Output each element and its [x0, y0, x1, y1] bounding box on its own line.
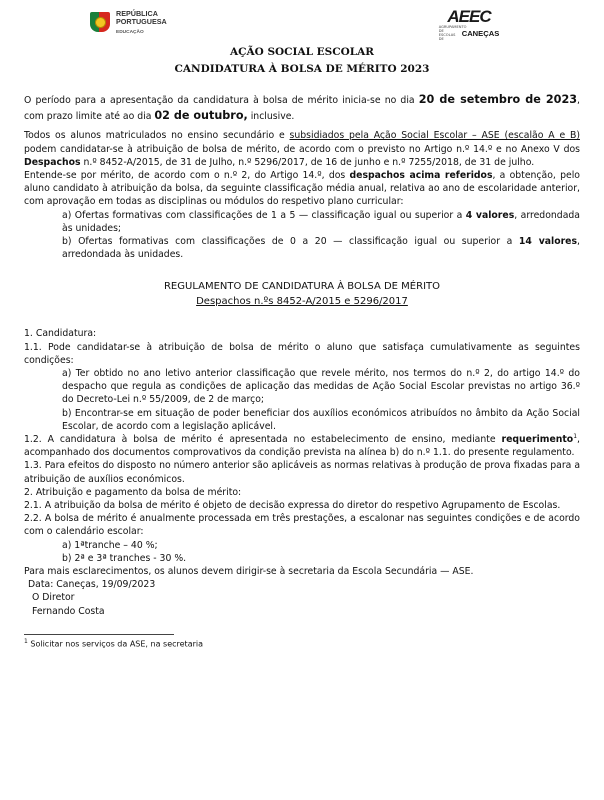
- section-1-heading: 1. Candidatura:: [24, 328, 97, 340]
- item-b-text: b) Ofertas formativas com classificações de 0 a 20 — classificação igual ou superior a: [62, 235, 519, 247]
- p3-text-b: , a obtenção, pelo aluno candidato à atribuição da bolsa, da seguinte classificação média anual, relativa ao ano de escolaridade anterior, com aprovação em todas as disciplinas ou módulos do respetivo plano curricular:: [24, 169, 580, 208]
- s1-2-text-b: , acompanhado dos documentos comprovativos da condição prevista na alínea b) do n.º 1.1. do presente regulamento.: [24, 434, 580, 459]
- p1-text-c: inclusive.: [247, 110, 295, 122]
- regulation-title: REGULAMENTO DE CANDIDATURA À BOLSA DE MÉRITO: [163, 281, 440, 293]
- p2-underlined-text: subsidiados pela Ação Social Escolar – ASE (escalão A e B): [289, 130, 580, 142]
- item-b-end: , arredondada às unidades.: [62, 235, 580, 261]
- p1-text-b: , com prazo limite até ao dia: [24, 94, 581, 122]
- logo-line-3: EDUCAÇÃO: [116, 29, 144, 35]
- footnote-divider: [24, 634, 174, 635]
- p1-end-date: 02 de outubro,: [154, 108, 248, 122]
- aeec-mark: AEEC: [447, 7, 491, 26]
- logo-line-2: PORTUGUESA: [116, 17, 167, 27]
- p2-text-b: podem candidatar-se à atribuição de bolsa de mérito, de acordo com o previsto no Artigo n.º 14.º e no Anexo V dos: [24, 143, 580, 155]
- document-page: [24, 0, 580, 650]
- agrupamento-logo: [439, 8, 499, 42]
- intro-paragraph-3: [24, 169, 580, 209]
- p2-bold: Despachos: [24, 156, 81, 168]
- title-line-1: AÇÃO SOCIAL ESCOLAR: [230, 46, 374, 58]
- signature-role: O Diretor: [32, 592, 75, 604]
- section-1-2: [24, 433, 580, 459]
- item-a-text: a) Ofertas formativas com classificações de 1 a 5 — classificação igual ou superior a: [62, 209, 466, 221]
- p1-text-a: O período para a apresentação da candidatura à bolsa de mérito inicia-se no dia: [24, 94, 419, 106]
- portuguese-republic-emblem-icon: [90, 10, 112, 36]
- p3-text-a: Entende-se por mérito, de acordo com o n.º 2, do Artigo 14.º, dos: [24, 169, 350, 181]
- p1-start-date: 20 de setembro de 2023: [418, 92, 578, 106]
- p3-bold: despachos acima referidos: [349, 169, 493, 181]
- section-1-1-b: b) Encontrar-se em situação de poder beneficiar dos auxílios económicos atribuídos no âmbito da Ação Social Escolar, de acordo com a legislação aplicável.: [62, 407, 580, 432]
- section-1-1: 1.1. Pode candidatar-se à atribuição de bolsa de mérito o aluno que satisfaça cumulativamente as seguintes condições:: [24, 341, 580, 366]
- s1-2-bold: requerimento: [501, 434, 574, 446]
- section-2-1: 2.1. A atribuição da bolsa de mérito é objeto de decisão expressa do diretor do respetivo Agrupamento de Escolas.: [24, 500, 561, 511]
- aeec-sub-text: AGRUPAMENTO DE ESCOLAS DE: [438, 25, 467, 41]
- closing-text: Para mais esclarecimentos, os alunos devem dirigir-se à secretaria da Escola Secundária — ASE.: [24, 565, 474, 577]
- p2-text-c: n.º 8452-A/2015, de 31 de Julho, n.º 5296/2017, de 16 de junho e n.º 7255/2018, de 31 de julho.: [80, 156, 535, 168]
- section-2-heading: 2. Atribuição e pagamento da bolsa de mérito:: [24, 486, 242, 498]
- logo-line-1: REPÚBLICA: [116, 9, 158, 18]
- p2-text-a: Todos os alunos matriculados no ensino secundário e: [24, 130, 290, 142]
- section-2-2: 2.2. A bolsa de mérito é anualmente processada em três prestações, a escalonar nas seguintes condições e de acordo com o calendário escolar:: [24, 513, 580, 538]
- item-b-bold: 14 valores: [518, 235, 578, 247]
- intro-item-a: [24, 209, 580, 235]
- section-2-2-b: b) 2ª e 3ª tranches - 30 %.: [62, 552, 187, 564]
- section-1-1-a: a) Ter obtido no ano letivo anterior classificação que revele mérito, nos termos do n.º 2, do artigo 14.º do despacho que regula as condições de aplicação das medidas de Ação Social Escolar previstas no artigo 36.º do Decreto-Lei n.º 55/2009, de 2 de março;: [62, 368, 580, 406]
- intro-item-b: [24, 235, 580, 261]
- item-a-end: , arredondada às unidades;: [62, 209, 580, 234]
- section-2-2-a: a) 1ªtranche – 40 %;: [62, 539, 158, 551]
- regulation-subtitle: Despachos n.ºs 8452-A/2015 e 5296/2017: [196, 296, 408, 308]
- footnote: [24, 638, 580, 650]
- republica-portuguesa-logo: [90, 10, 167, 36]
- item-a-bold: 4 valores: [465, 209, 515, 221]
- signature-date: Data: Caneças, 19/09/2023: [28, 579, 156, 591]
- letterhead: [24, 0, 580, 44]
- document-title: [24, 44, 580, 78]
- title-line-2: CANDIDATURA À BOLSA DE MÉRITO 2023: [174, 62, 430, 75]
- section-1-3: 1.3. Para efeitos do disposto no número anterior são aplicáveis as normas relativas à produção de prova fixadas para a atribuição de auxílios económicos.: [24, 460, 581, 485]
- signature-name: Fernando Costa: [32, 605, 105, 617]
- footnote-ref: 1: [573, 432, 578, 440]
- intro-paragraph-2: [24, 129, 580, 169]
- footnote-number: 1: [24, 637, 28, 645]
- aeec-name: CANEÇAS: [461, 28, 500, 38]
- intro-paragraph-1: [24, 92, 580, 124]
- s1-2-text-a: 1.2. A candidatura à bolsa de mérito é apresentada no estabelecimento de ensino, mediante: [24, 434, 502, 446]
- footnote-text: Solicitar nos serviços da ASE, na secretaria: [27, 639, 204, 649]
